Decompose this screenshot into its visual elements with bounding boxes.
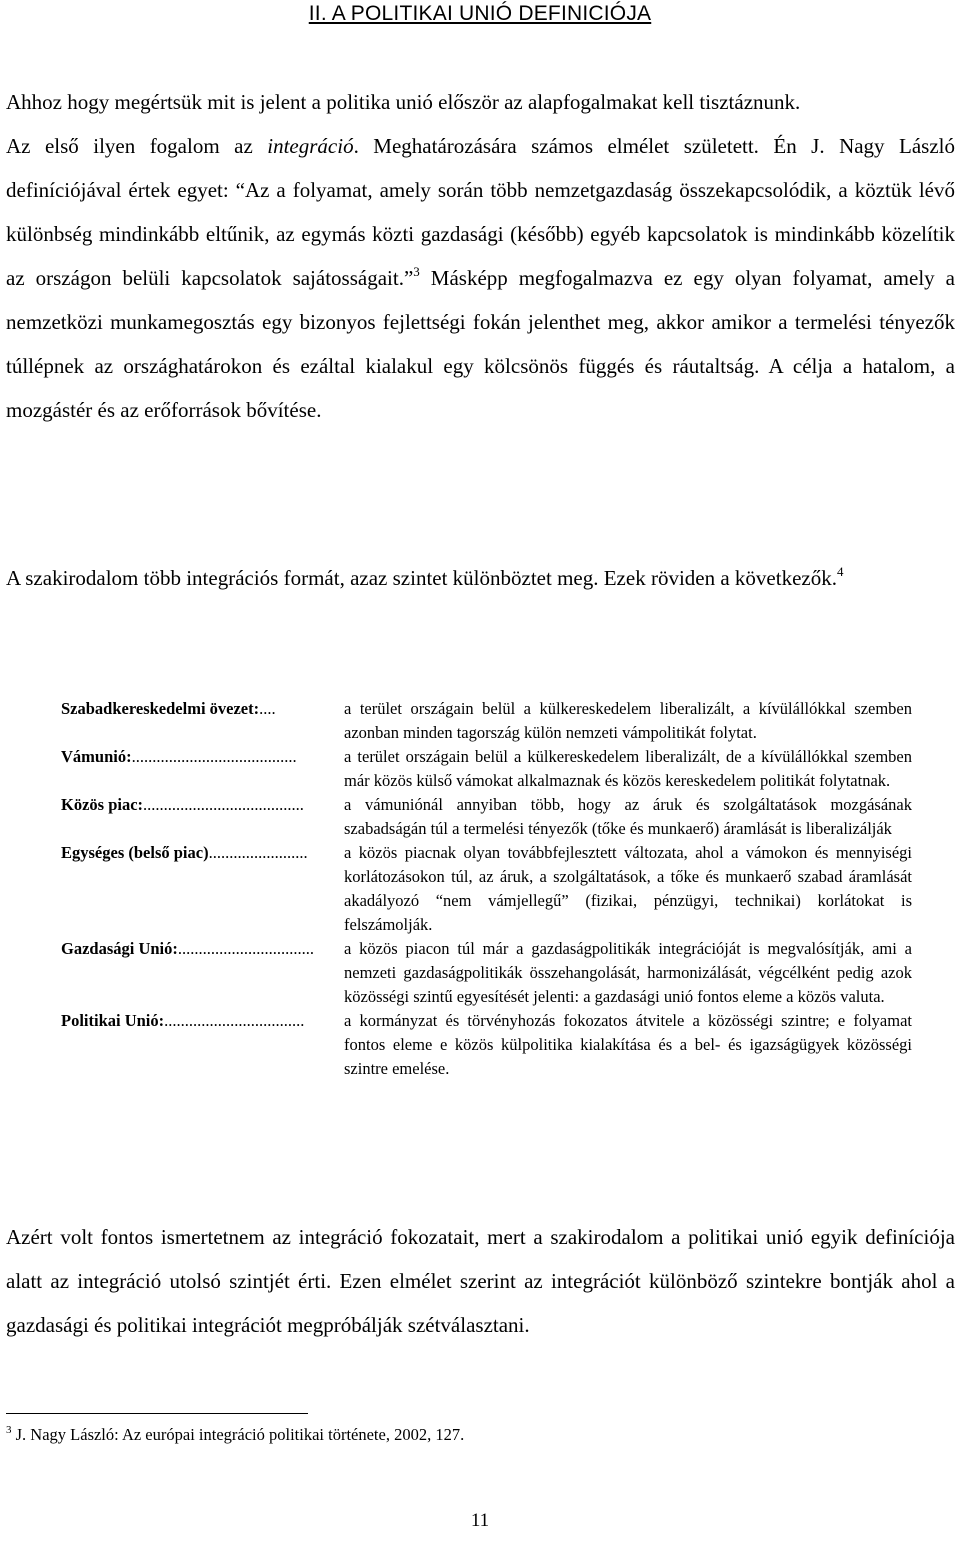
paragraph-intro: Ahhoz hogy megértsük mit is jelent a politika unió először az alapfogalmakat kell tisztáznunk. (6, 90, 801, 114)
definition-description: a közös piacon túl már a gazdaságpolitikák integrációját is megvalósítják, ami a nemzeti gazdaságpolitikák összehangolását, harmonizálását, végcélként pedig azok közösségi szintű egyesítését jelenti: a gazdasági unió fontos eleme a közös valuta. (344, 939, 912, 1006)
definition-description: a kormányzat és törvényhozás fokozatos átvitele a közösségi szintre; e folyamat fontos eleme e közös külpolitika kialakítása és a bel- és igazságügyek közösségi szintre emelése. (344, 1011, 912, 1078)
definition-item (61, 745, 912, 793)
definition-term-label: Közös piac: (61, 795, 144, 814)
paragraph-text: . Meghatározására számos elmélet született. Én J. Nagy László definíciójával értek egyet: “Az a folyamat, amely során több nemzetgazdaság összekapcsolódik, a köztük lévő különbség mindinkább eltűnik, az egymás közti gazdasági (később) egyéb kapcsolatok is mindinkább közelítik az országon belüli kapcsolatok sajátosságait.” (6, 134, 955, 290)
dot-leader: ....................................... (143, 795, 304, 814)
paragraph-text: Az első ilyen fogalom az (6, 134, 268, 158)
definition-item (61, 697, 912, 745)
dot-leader: ........................................ (131, 747, 297, 766)
definition-term (61, 1009, 344, 1081)
definition-list (61, 697, 912, 1081)
paragraph-text: Másképp megfogalmazva ez egy olyan folyamat, amely a nemzetközi munkamegosztás egy bizonyos fejlettségi fokán jelenthet meg, akkor amikor a termelési tényezők túllépnek az országhatárokon és ezáltal kialakul egy kölcsönös függés és ráutaltság. A célja a hatalom, a mozgástér és az erőforrások bővítése. (6, 266, 955, 422)
dot-leader: ........................ (208, 843, 308, 862)
paragraph-text: A szakirodalom több integrációs formát, azaz szintet különböztet meg. Ezek röviden a következők. (6, 566, 837, 590)
definition-term (61, 697, 344, 745)
definition-term (61, 937, 344, 1009)
definition-term (61, 793, 344, 841)
definition-item (61, 841, 912, 937)
footnote (6, 1425, 464, 1445)
page-number: 11 (470, 1510, 490, 1531)
definition-term-label: Egységes (belső piac) (61, 843, 209, 862)
definition-item (61, 793, 912, 841)
definition-term-label: Vámunió: (61, 747, 132, 766)
dot-leader: .................................. (164, 1011, 305, 1030)
definition-term-label: Politikai Unió: (61, 1011, 165, 1030)
definition-description: a terület országain belül a külkereskedelem liberalizált, a kívülállókkal szemben azonban minden tagország külön nemzeti vámpolitikát folytat. (344, 699, 912, 742)
footnote-ref-3[interactable]: 3 (413, 264, 420, 279)
dot-leader: .... (259, 699, 276, 718)
footnote-divider (6, 1413, 308, 1414)
definition-term (61, 745, 344, 793)
definition-term-label: Gazdasági Unió: (61, 939, 178, 958)
footnote-ref-4[interactable]: 4 (836, 564, 844, 579)
definition-item (61, 1009, 912, 1081)
definition-description: a közös piacnak olyan továbbfejlesztett változata, ahol a vámokon és mennyiségi korlátozásokon túl, az áruk, a szolgáltatások, a tőke és munkaerő szabad áramlását akadályozó “nem vámjellegű” (fizikai, pénzügyi, technikai) korlátokat is felszámolják. (344, 843, 912, 934)
definition-description: a terület országain belül a külkereskedelem liberalizált, de a kívülállókkal szemben már közös külső vámokat alkalmaznak és közös kereskedelem politikát folytatnak. (344, 747, 912, 790)
term-integracio: integráció (267, 134, 354, 158)
definition-term (61, 841, 344, 937)
page-title: II. A POLITIKAI UNIÓ DEFINICIÓJA (308, 2, 652, 25)
dot-leader: ................................. (177, 939, 315, 958)
definition-term-label: Szabadkereskedelmi övezet: (61, 699, 260, 718)
footnote-text: J. Nagy László: Az európai integráció politikai története, 2002, 127. (11, 1425, 465, 1444)
paragraph-conclusion: Azért volt fontos ismertetnem az integráció fokozatait, mert a szakirodalom a politikai unió egyik definíciója alatt az integráció utolsó szintjét érti. Ezen elmélet szerint az integrációt különböző szintekre bontják ahol a gazdasági és politikai integrációt megpróbálják szétválasztani. (6, 1225, 955, 1337)
paragraph-integration-definition (6, 80, 955, 432)
definition-description: a vámuniónál annyiban több, hogy az áruk és szolgáltatások mozgásának szabadságán túl a termelési tényezők (tőke és munkaerő) áramlását is liberalizálják (344, 795, 912, 838)
footnote-number: 3 (6, 1424, 12, 1436)
definition-item (61, 937, 912, 1009)
paragraph-integration-forms (6, 556, 955, 600)
